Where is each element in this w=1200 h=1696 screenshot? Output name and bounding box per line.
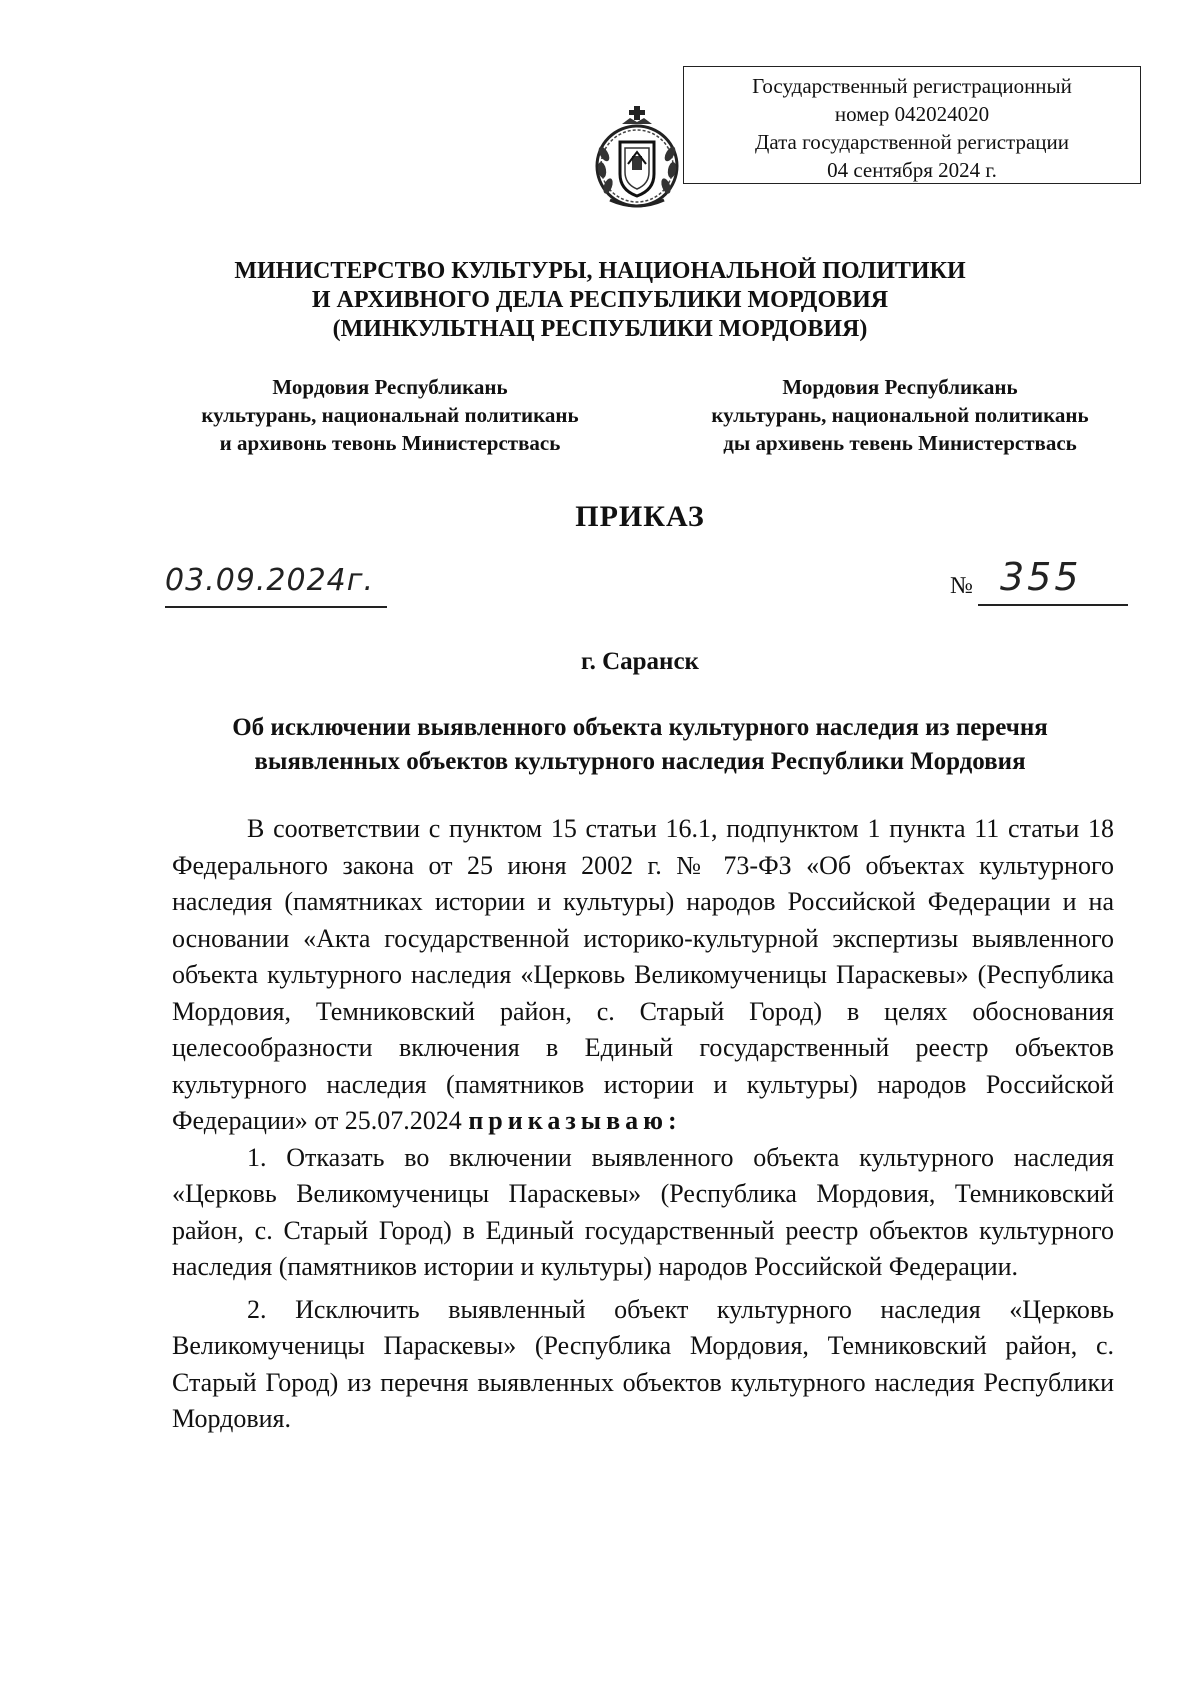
document-title: ПРИКАЗ <box>575 500 705 533</box>
number-underline <box>978 604 1128 606</box>
ministry-short-name: (МИНКУЛЬТНАЦ РЕСПУБЛИКИ МОРДОВИЯ) <box>332 316 868 342</box>
order-subject <box>150 711 1130 779</box>
moksha-line: Мордовия Республикань <box>272 375 508 399</box>
number-sign: № <box>950 573 973 599</box>
preamble-text: В соответствии с пунктом 15 статьи 16.1, подпунктом 1 пункта 11 статьи 18 Федерального закона от 25 июня 2002 г. № 73-ФЗ «Об объектах культурного наследия (памятниках истории и культуры) народов Российской Федерации и на основании «Акта государственной историко-культурной экспертизы выявленного объекта культурного наследия «Церковь Великомученицы Параскевы» (Республика Мордовия, Темниковский район, с. Старый Город) в целях обоснования целесообразности включения в Единый государственный реестр объектов культурного наследия (памятников истории и культуры) народов Российской Федерации» от 25.07.2024 <box>172 814 1114 1135</box>
subject-line: выявленных объектов культурного наследия Республики Мордовия <box>254 748 1026 775</box>
moksha-line: культурань, национальнай политикань <box>201 403 579 427</box>
order-item-2: 2. Исключить выявленный объект культурного наследия «Церковь Великомученицы Параскевы» (Республика Мордовия, Темниковский район, с. Старый Город) из перечня выявленных объектов культурного наследия Республики Мордовия. <box>172 1294 1114 1433</box>
order-item-1: 1. Отказать во включении выявленного объекта культурного наследия «Церковь Великомученицы Параскевы» (Республика Мордовия, Темниковский район, с. Старый Город) в Единый государственный реестр объектов культурного наследия (памятников истории и культуры) народов Российской Федерации. <box>172 1142 1114 1281</box>
ministry-name-line: МИНИСТЕРСТВО КУЛЬТУРЫ, НАЦИОНАЛЬНОЙ ПОЛИТИКИ <box>234 258 966 284</box>
preamble-paragraph <box>172 811 1114 1140</box>
handwritten-number: 355 <box>1000 555 1082 599</box>
ministry-header <box>0 257 1200 344</box>
subject-line: Об исключении выявленного объекта культурного наследия из перечня <box>232 714 1048 741</box>
order-body <box>172 811 1114 1438</box>
erzya-line: культурань, национальной политикань <box>711 403 1089 427</box>
coat-of-arms-icon <box>592 104 682 214</box>
registration-line: Дата государственной регистрации <box>755 130 1069 154</box>
ministry-name-line: И АРХИВНОГО ДЕЛА РЕСПУБЛИКИ МОРДОВИЯ <box>311 287 889 313</box>
erzya-line: ды архивень тевень Министерствась <box>723 431 1077 455</box>
registration-date: 04 сентября 2024 г. <box>827 158 997 182</box>
registration-line: Государственный регистрационный <box>752 74 1072 98</box>
date-underline <box>165 606 387 608</box>
moksha-line: и архивонь тевонь Министерствась <box>219 431 561 455</box>
city: г. Саранск <box>581 648 699 675</box>
registration-stamp <box>683 66 1141 184</box>
handwritten-date: 03.09.2024г. <box>165 563 375 598</box>
registration-number: номер 042024020 <box>834 102 990 126</box>
order-word: приказываю: <box>468 1106 682 1135</box>
erzya-line: Мордовия Республикань <box>782 375 1018 399</box>
ministry-name-erzya <box>670 373 1130 457</box>
ministry-name-moksha <box>160 373 620 457</box>
